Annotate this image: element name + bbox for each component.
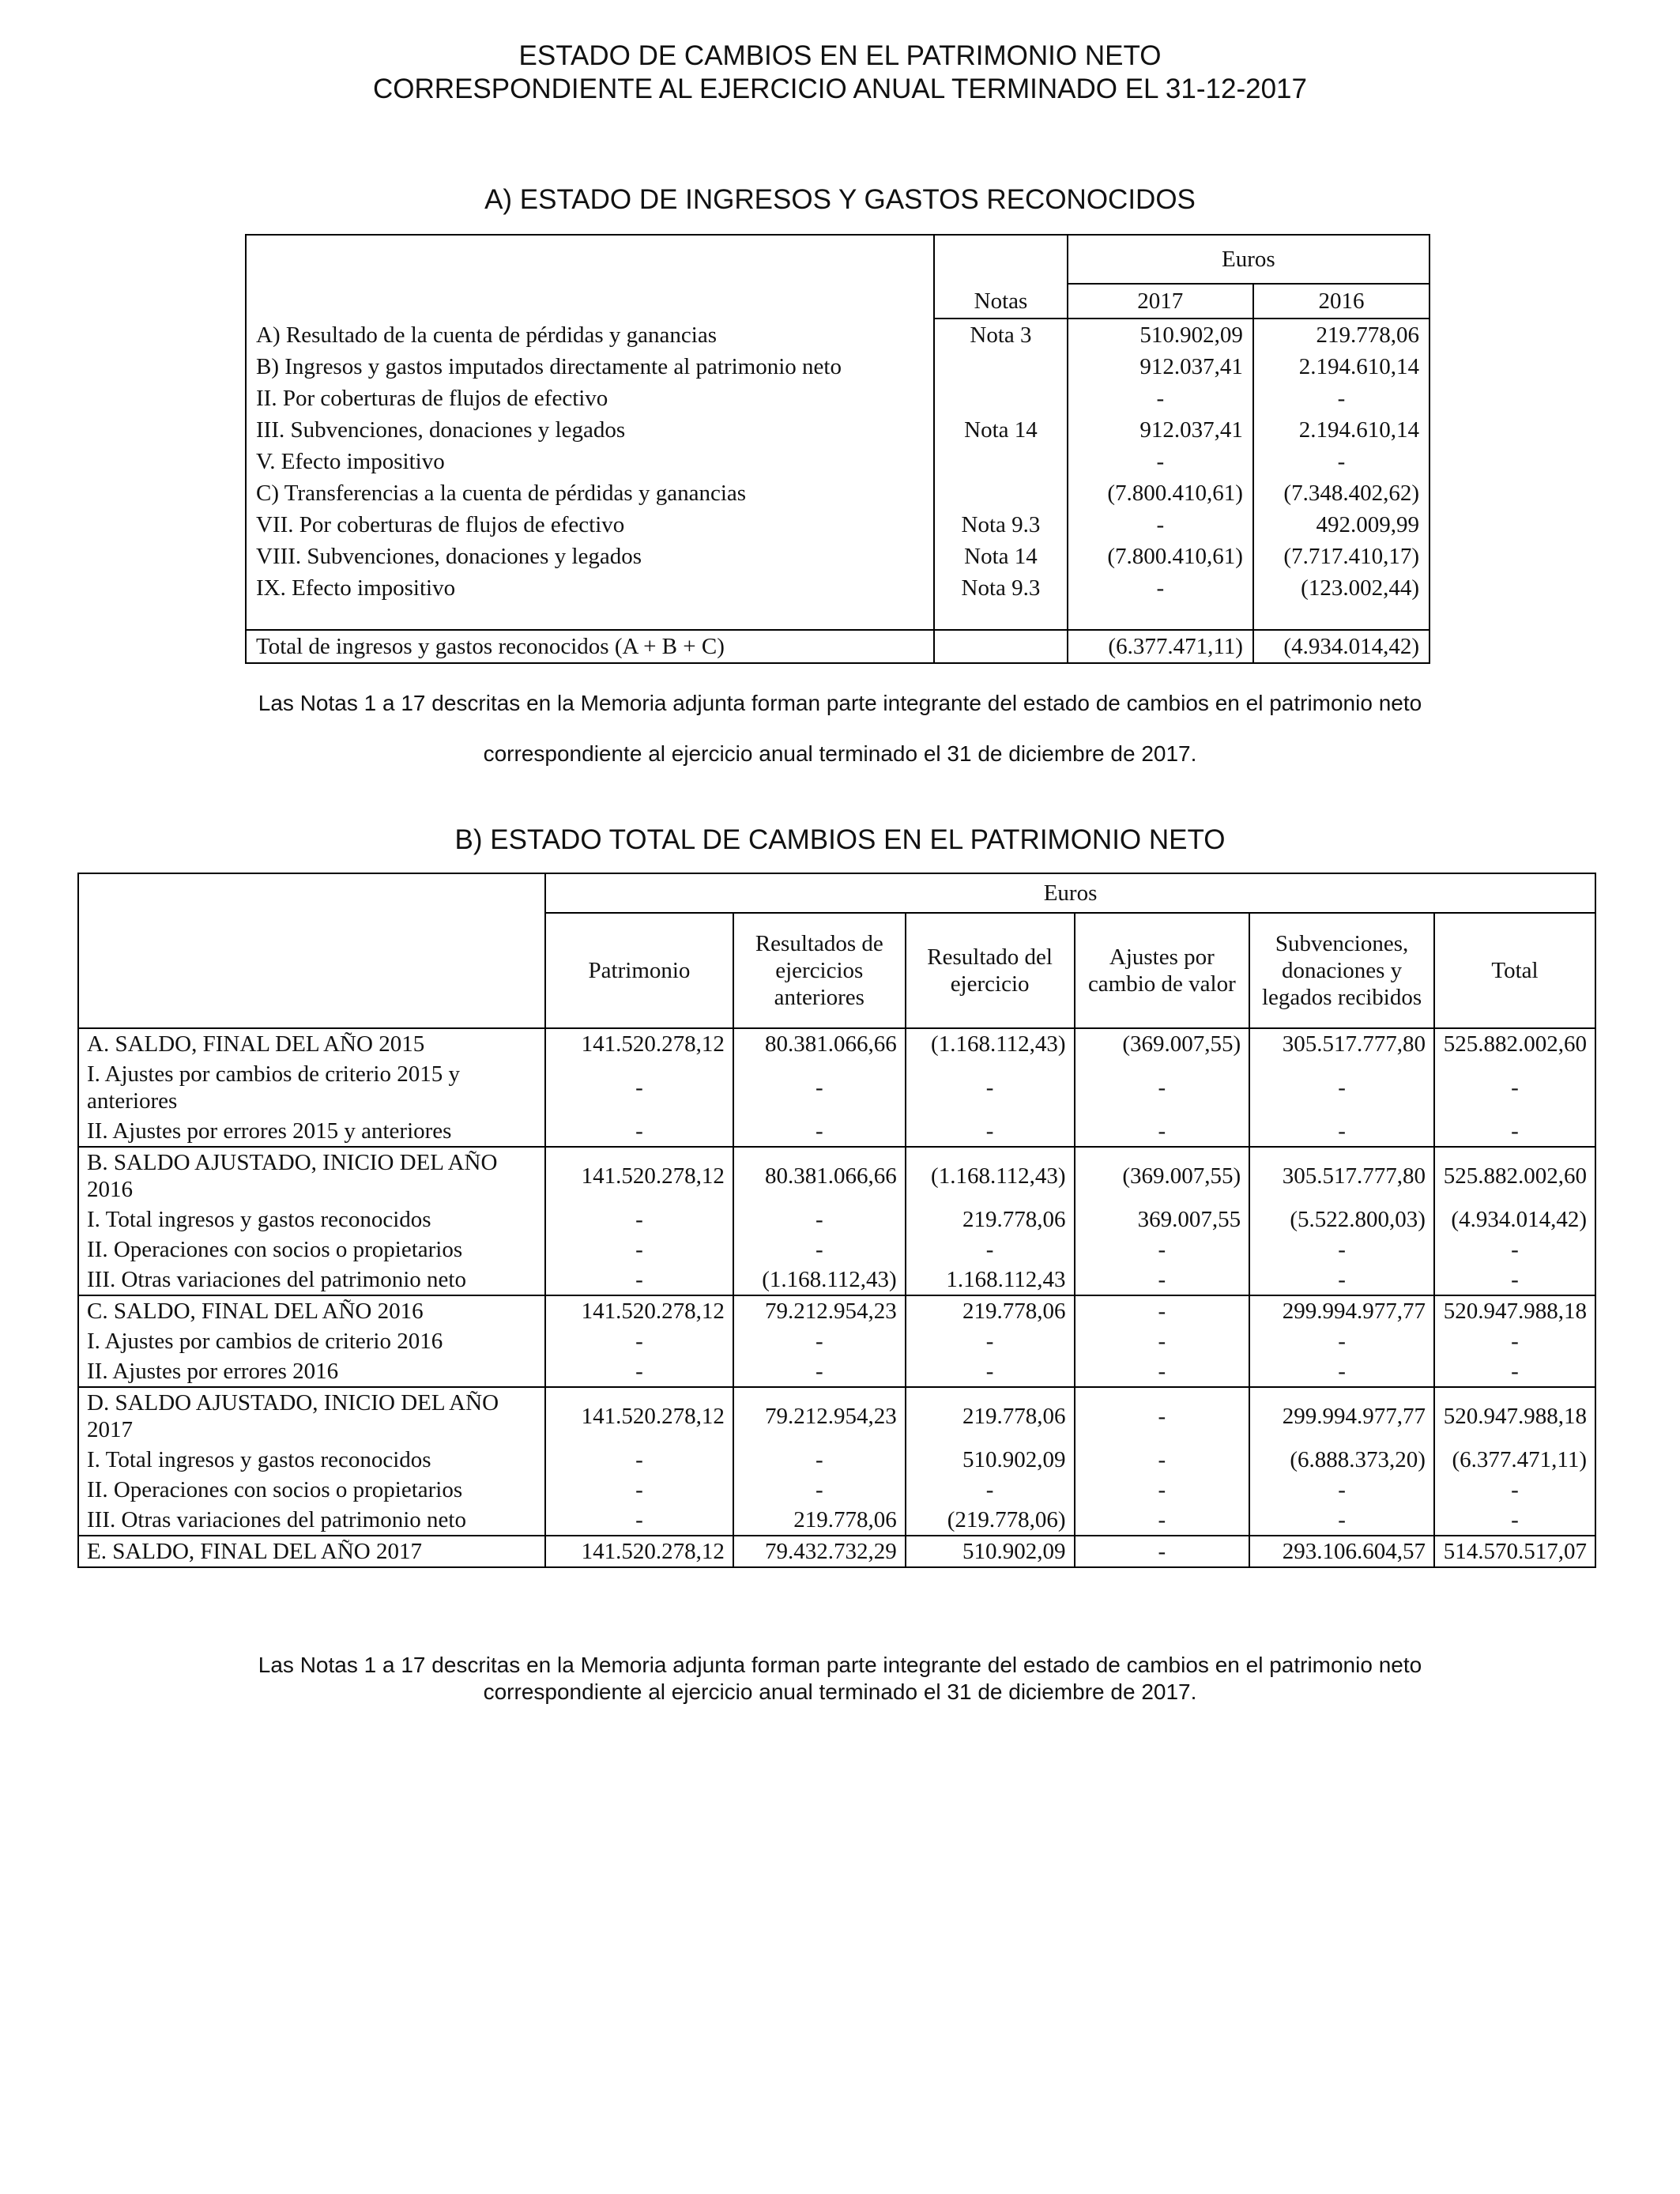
footnote-a-line-2: correspondiente al ejercicio anual terminado el 31 de diciembre de 2017. [483, 741, 1197, 766]
row-value: - [1075, 1536, 1250, 1567]
column-header: Ajustes por cambio de valor [1075, 913, 1250, 1028]
row-note: Nota 14 [934, 541, 1067, 572]
row-value: 520.947.988,18 [1434, 1295, 1595, 1326]
row-value: (369.007,55) [1075, 1147, 1250, 1204]
table-row [246, 509, 1430, 541]
section-a-title: A) ESTADO DE INGRESOS Y GASTOS RECONOCIDOS [484, 184, 1196, 215]
table-row [78, 1505, 1595, 1536]
page-title-line-1: ESTADO DE CAMBIOS EN EL PATRIMONIO NETO [518, 40, 1162, 71]
total-row [246, 630, 1430, 663]
row-value: (219.778,06) [906, 1505, 1075, 1536]
row-value-2017: - [1068, 446, 1253, 477]
row-label: VIII. Subvenciones, donaciones y legados [256, 544, 642, 569]
row-note: Nota 9.3 [934, 509, 1067, 541]
row-value: - [1249, 1475, 1434, 1505]
row-value: - [1434, 1059, 1595, 1116]
row-value-2016: (123.002,44) [1253, 572, 1430, 604]
footnote-b-line-2: correspondiente al ejercicio anual terminado el 31 de diciembre de 2017. [483, 1679, 1197, 1704]
row-label: II. Operaciones con socios o propietarios [87, 1237, 463, 1262]
row-value: 141.520.278,12 [545, 1147, 733, 1204]
row-value: 305.517.777,80 [1249, 1147, 1434, 1204]
table-row [78, 1116, 1595, 1147]
row-value: (369.007,55) [1075, 1028, 1250, 1059]
row-value: - [1075, 1356, 1250, 1387]
row-value-2016: 2.194.610,14 [1253, 414, 1430, 446]
row-label: A) Resultado de la cuenta de pérdidas y ganancias [256, 322, 718, 348]
spacer-row [246, 604, 1430, 630]
row-value: - [545, 1235, 733, 1265]
footnote-a-line-1: Las Notas 1 a 17 descritas en la Memoria adjunta forman parte integrante del estado de cambios en el patrimonio neto [258, 691, 1422, 715]
section-b-title: B) ESTADO TOTAL DE CAMBIOS EN EL PATRIMONIO NETO [454, 824, 1226, 855]
row-label: II. Operaciones con socios o propietarios [87, 1477, 463, 1502]
row-value-2017: 912.037,41 [1068, 414, 1253, 446]
row-value-2017: 510.902,09 [1068, 319, 1253, 351]
empty-cell [1068, 604, 1253, 630]
row-value: 510.902,09 [906, 1445, 1075, 1475]
row-note: Nota 9.3 [934, 572, 1067, 604]
row-label: III. Subvenciones, donaciones y legados [256, 417, 626, 443]
row-value-2016: - [1253, 383, 1430, 414]
row-value: 219.778,06 [906, 1387, 1075, 1445]
row-value: (5.522.800,03) [1249, 1204, 1434, 1235]
row-value: - [733, 1326, 906, 1356]
year-column-header: 2016 [1253, 284, 1430, 319]
page-title-line-2: CORRESPONDIENTE AL EJERCICIO ANUAL TERMINADO EL 31-12-2017 [373, 74, 1307, 104]
row-label: II. Por coberturas de flujos de efectivo [256, 386, 608, 411]
row-value: - [733, 1445, 906, 1475]
empty-cell [934, 604, 1067, 630]
row-label: C) Transferencias a la cuenta de pérdidas y ganancias [256, 481, 747, 506]
row-value-2017: - [1068, 572, 1253, 604]
row-value: - [1249, 1059, 1434, 1116]
row-value-2016: 2.194.610,14 [1253, 351, 1430, 383]
row-note [934, 351, 1067, 383]
row-value: 219.778,06 [906, 1295, 1075, 1326]
row-value: - [1075, 1295, 1250, 1326]
footnote-b [0, 1652, 1680, 1706]
row-label: III. Otras variaciones del patrimonio neto [87, 1507, 466, 1532]
row-value: 79.432.732,29 [733, 1536, 906, 1567]
row-value: - [545, 1475, 733, 1505]
row-value: 510.902,09 [906, 1536, 1075, 1567]
row-label: I. Ajustes por cambios de criterio 2015 y anteriores [87, 1061, 460, 1114]
row-value: - [1075, 1116, 1250, 1147]
row-value: (6.377.471,11) [1434, 1445, 1595, 1475]
table-row [78, 1295, 1595, 1326]
row-value: (4.934.014,42) [1434, 1204, 1595, 1235]
row-value: (1.168.112,43) [906, 1028, 1075, 1059]
row-label: II. Ajustes por errores 2015 y anteriores [87, 1118, 452, 1144]
currency-header: Euros [545, 873, 1595, 913]
row-value: - [545, 1505, 733, 1536]
empty-cell [934, 630, 1067, 663]
table-row [78, 1265, 1595, 1295]
column-header: Resultados de ejercicios anteriores [733, 913, 906, 1028]
row-value: - [545, 1204, 733, 1235]
empty-header-cell [934, 235, 1067, 284]
row-value: (1.168.112,43) [733, 1265, 906, 1295]
row-label: I. Ajustes por cambios de criterio 2016 [87, 1329, 443, 1354]
year-column-header: 2017 [1068, 284, 1253, 319]
table-row [78, 1147, 1595, 1204]
row-value: 525.882.002,60 [1434, 1028, 1595, 1059]
notes-column-header: Notas [934, 284, 1067, 319]
row-value: - [1434, 1356, 1595, 1387]
page-title [0, 40, 1680, 106]
income-expense-table [245, 234, 1430, 664]
row-value: 293.106.604,57 [1249, 1536, 1434, 1567]
row-label: IX. Efecto impositivo [256, 575, 456, 601]
row-value: - [545, 1116, 733, 1147]
row-value: - [1249, 1265, 1434, 1295]
row-label: II. Ajustes por errores 2016 [87, 1359, 339, 1384]
row-value: (1.168.112,43) [906, 1147, 1075, 1204]
row-value: - [1075, 1235, 1250, 1265]
table-row [78, 1059, 1595, 1116]
row-label: V. Efecto impositivo [256, 449, 445, 474]
row-label: B) Ingresos y gastos imputados directamente al patrimonio neto [256, 354, 842, 379]
column-header: Resultado del ejercicio [906, 913, 1075, 1028]
row-value-2017: - [1068, 509, 1253, 541]
row-value: - [906, 1326, 1075, 1356]
table-row [246, 446, 1430, 477]
row-value: 79.212.954,23 [733, 1295, 906, 1326]
row-value: 299.994.977,77 [1249, 1295, 1434, 1326]
row-value-2017: - [1068, 383, 1253, 414]
empty-header-cell [246, 235, 934, 319]
table-row [78, 1235, 1595, 1265]
table-row [78, 1028, 1595, 1059]
row-label: III. Otras variaciones del patrimonio neto [87, 1267, 466, 1292]
equity-changes-table [77, 873, 1596, 1568]
row-value: - [1249, 1505, 1434, 1536]
row-label: D. SALDO AJUSTADO, INICIO DEL AÑO 2017 [78, 1387, 545, 1445]
empty-cell [246, 604, 934, 630]
row-value: 520.947.988,18 [1434, 1387, 1595, 1445]
row-value: - [733, 1235, 906, 1265]
row-label: I. Total ingresos y gastos reconocidos [87, 1447, 431, 1472]
table-row [78, 1326, 1595, 1356]
table-row [246, 572, 1430, 604]
row-value-2016: (7.348.402,62) [1253, 477, 1430, 509]
table-row [78, 1475, 1595, 1505]
row-value: - [545, 1356, 733, 1387]
row-value: - [733, 1356, 906, 1387]
row-label: I. Total ingresos y gastos reconocidos [87, 1207, 431, 1232]
row-value: - [1075, 1265, 1250, 1295]
row-value-2016: (7.717.410,17) [1253, 541, 1430, 572]
footnote-b-line-1: Las Notas 1 a 17 descritas en la Memoria adjunta forman parte integrante del estado de cambios en el patrimonio neto [258, 1653, 1422, 1677]
row-value: 141.520.278,12 [545, 1028, 733, 1059]
row-label: E. SALDO, FINAL DEL AÑO 2017 [78, 1536, 545, 1567]
row-value: - [733, 1059, 906, 1116]
column-header: Patrimonio [545, 913, 733, 1028]
row-note [934, 477, 1067, 509]
row-label: C. SALDO, FINAL DEL AÑO 2016 [78, 1295, 545, 1326]
row-label: A. SALDO, FINAL DEL AÑO 2015 [78, 1028, 545, 1059]
table-row [78, 1445, 1595, 1475]
row-note: Nota 14 [934, 414, 1067, 446]
row-value: 219.778,06 [906, 1204, 1075, 1235]
currency-header: Euros [1068, 235, 1430, 284]
row-value: 141.520.278,12 [545, 1536, 733, 1567]
row-value: - [1434, 1235, 1595, 1265]
row-value: - [1434, 1116, 1595, 1147]
table-row [246, 477, 1430, 509]
row-value: 141.520.278,12 [545, 1387, 733, 1445]
row-value: (6.888.373,20) [1249, 1445, 1434, 1475]
table-row [78, 1387, 1595, 1445]
row-value: - [1434, 1505, 1595, 1536]
row-value-2017: 912.037,41 [1068, 351, 1253, 383]
row-value: - [1075, 1059, 1250, 1116]
row-value: 1.168.112,43 [906, 1265, 1075, 1295]
row-value-2017: (7.800.410,61) [1068, 541, 1253, 572]
table-row [78, 1536, 1595, 1567]
column-header: Subvenciones, donaciones y legados recibidos [1249, 913, 1434, 1028]
row-value: 305.517.777,80 [1249, 1028, 1434, 1059]
row-value: - [733, 1116, 906, 1147]
row-value: - [545, 1326, 733, 1356]
row-value: - [1075, 1326, 1250, 1356]
row-value: - [1075, 1475, 1250, 1505]
row-value-2017: (7.800.410,61) [1068, 477, 1253, 509]
row-value: - [906, 1116, 1075, 1147]
table-row [246, 414, 1430, 446]
row-value: - [733, 1204, 906, 1235]
row-value: 141.520.278,12 [545, 1295, 733, 1326]
row-value: 80.381.066,66 [733, 1147, 906, 1204]
total-value-2017: (6.377.471,11) [1068, 630, 1253, 663]
row-value: - [1434, 1326, 1595, 1356]
row-value: - [733, 1475, 906, 1505]
row-value: - [545, 1059, 733, 1116]
table-header-row [78, 873, 1595, 913]
empty-header-cell [78, 873, 545, 1028]
row-value-2016: - [1253, 446, 1430, 477]
row-value: - [1249, 1326, 1434, 1356]
table-row [78, 1204, 1595, 1235]
row-value: 219.778,06 [733, 1505, 906, 1536]
row-value: - [545, 1265, 733, 1295]
row-value: 79.212.954,23 [733, 1387, 906, 1445]
table-row [246, 383, 1430, 414]
column-header: Total [1434, 913, 1595, 1028]
row-value: - [1249, 1235, 1434, 1265]
table-row [246, 319, 1430, 351]
table-row [78, 1356, 1595, 1387]
row-note [934, 446, 1067, 477]
row-note [934, 383, 1067, 414]
row-value: - [1434, 1475, 1595, 1505]
row-value: 299.994.977,77 [1249, 1387, 1434, 1445]
row-value: - [1249, 1356, 1434, 1387]
row-value: - [1249, 1116, 1434, 1147]
row-value: 525.882.002,60 [1434, 1147, 1595, 1204]
row-value: - [1434, 1265, 1595, 1295]
table-row [246, 541, 1430, 572]
table-row [246, 351, 1430, 383]
row-value: 369.007,55 [1075, 1204, 1250, 1235]
table-header-row [246, 235, 1430, 284]
row-note: Nota 3 [934, 319, 1067, 351]
row-value-2016: 219.778,06 [1253, 319, 1430, 351]
row-value: - [906, 1235, 1075, 1265]
row-value: - [1075, 1505, 1250, 1536]
row-value: 80.381.066,66 [733, 1028, 906, 1059]
total-value-2016: (4.934.014,42) [1253, 630, 1430, 663]
row-value: - [906, 1059, 1075, 1116]
row-label: B. SALDO AJUSTADO, INICIO DEL AÑO 2016 [78, 1147, 545, 1204]
row-value: 514.570.517,07 [1434, 1536, 1595, 1567]
row-value: - [1075, 1445, 1250, 1475]
row-value: - [545, 1445, 733, 1475]
row-value: - [906, 1356, 1075, 1387]
empty-cell [1253, 604, 1430, 630]
row-value: - [906, 1475, 1075, 1505]
row-label: VII. Por coberturas de flujos de efectivo [256, 512, 625, 537]
row-value: - [1075, 1387, 1250, 1445]
row-value-2016: 492.009,99 [1253, 509, 1430, 541]
total-label: Total de ingresos y gastos reconocidos (A + B + C) [246, 630, 934, 663]
